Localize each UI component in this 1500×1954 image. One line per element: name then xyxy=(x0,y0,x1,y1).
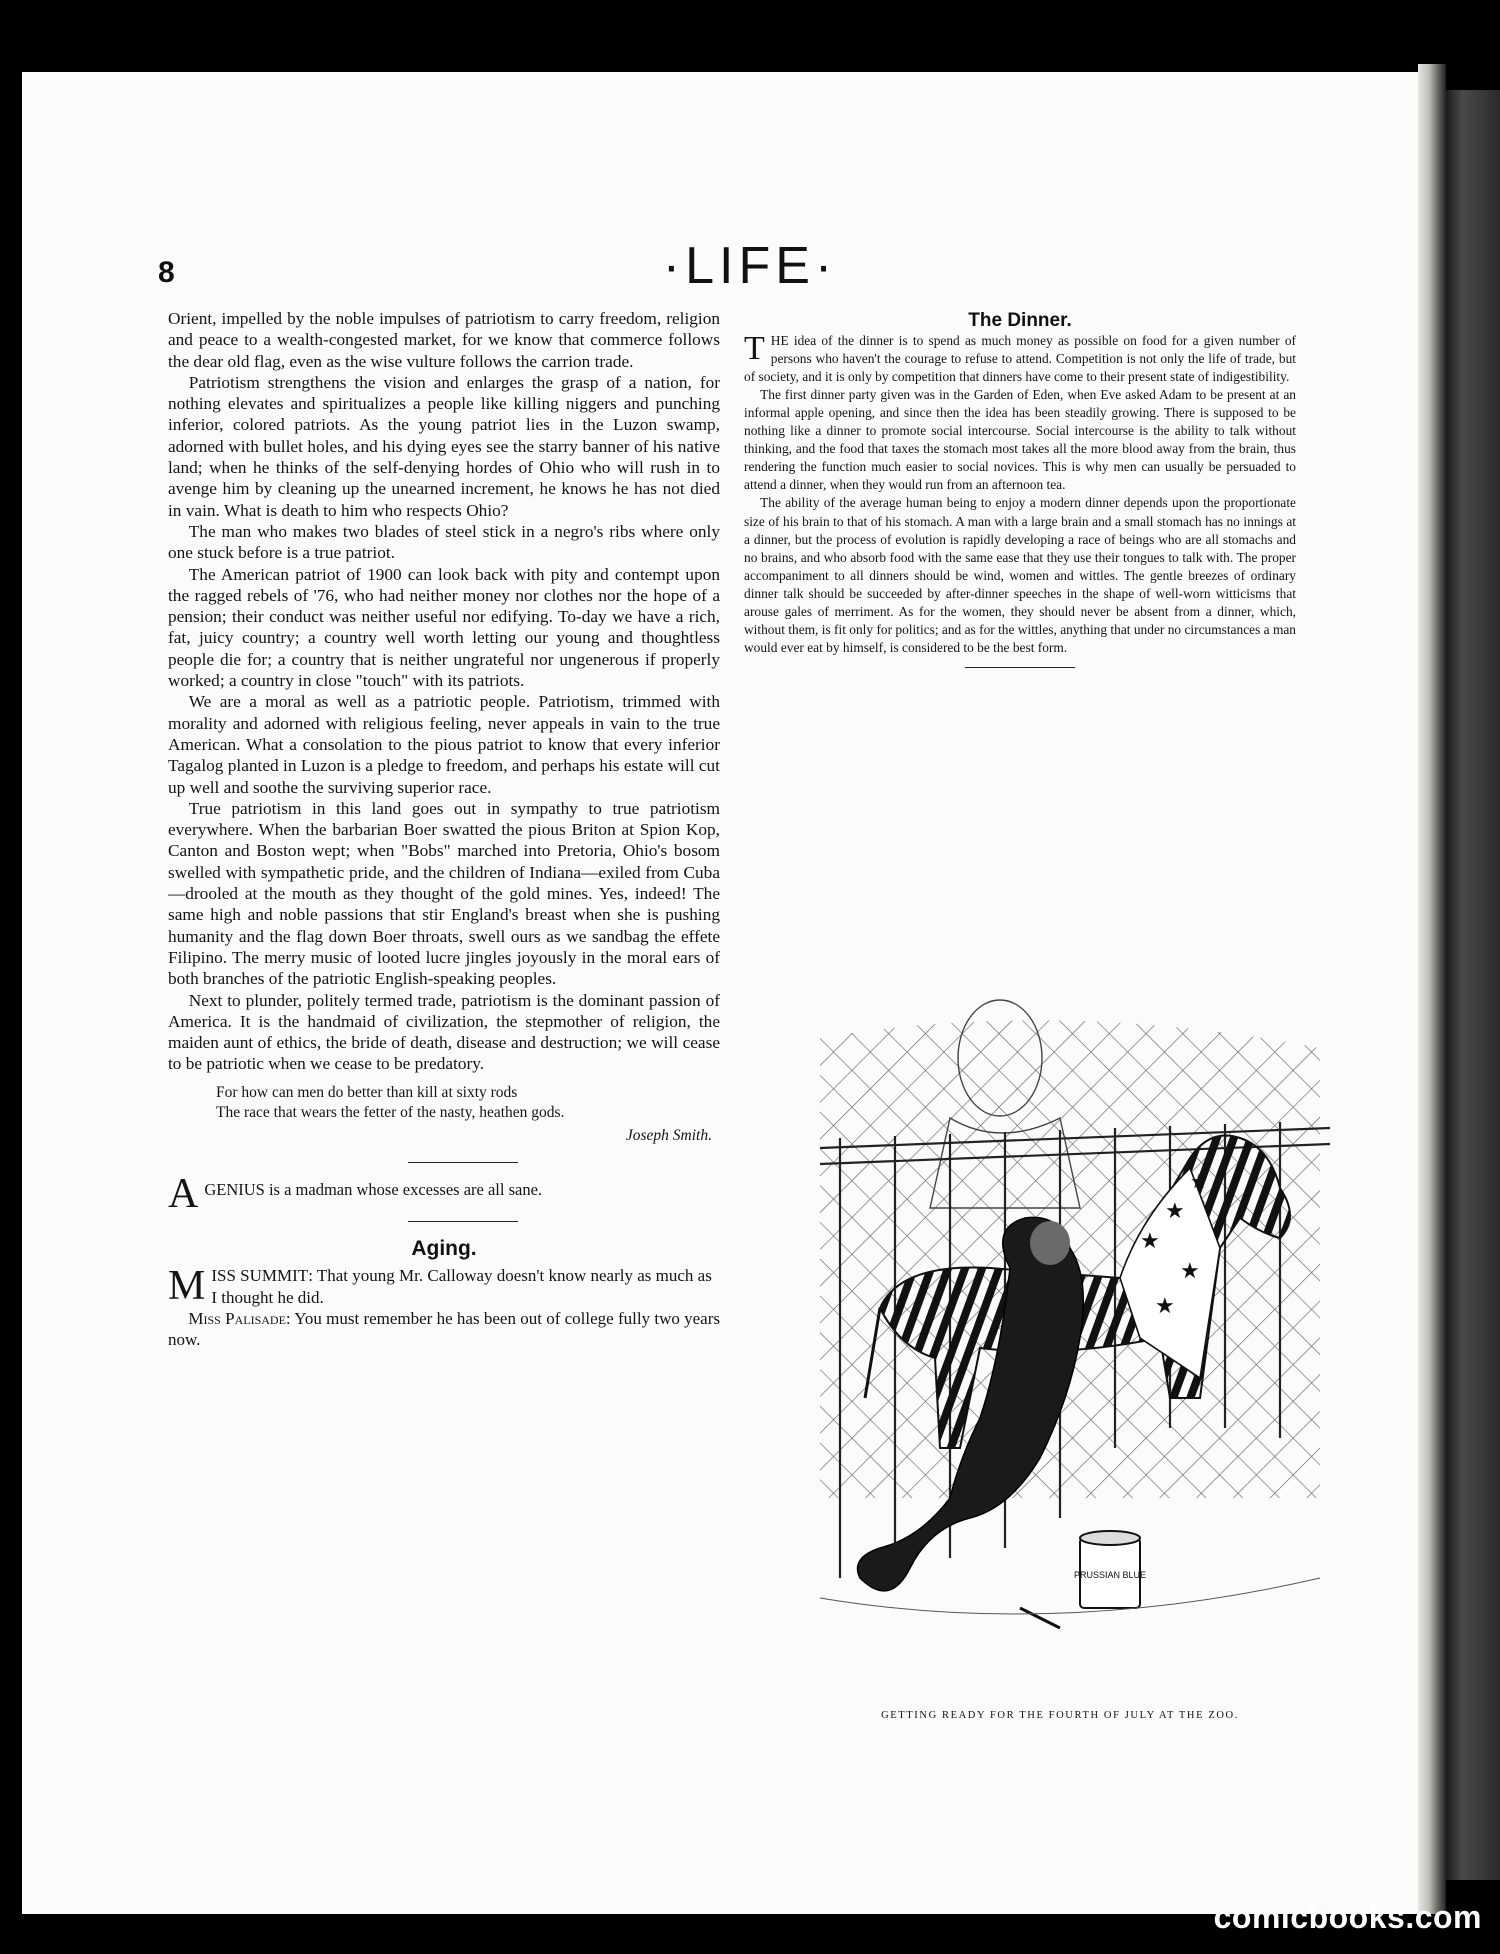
verse-line: For how can men do better than kill at sixty rods xyxy=(216,1083,518,1101)
first-paragraph-text: HE idea of the dinner is to spend as much money as possible on food for a given number of persons who haven't the courage to refuse to attend. Competition is not only the life of trade, but of society, and it is only by competition that dinners have come to their present state of indigestibility. xyxy=(744,333,1296,385)
article-paragraph: The first dinner party given was in the Garden of Eden, when Eve asked Adam to be present at an informal apple opening, and since then the idea has been steadily growing. There is supposed to be nothing like a dinner to promote social intercourse. Social intercourse is the ability to talk without thinking, and the food that taxes the stomach most takes all the more blood away from the brain, thus rendering the function much easier to social novices. This is why men can usually be persuaded to attend a dinner, when they would run from an afternoon tea. xyxy=(744,387,1296,493)
article-paragraph: Next to plunder, politely termed trade, patriotism is the dominant passion of America. It is the handmaid of civilization, the stepmother of religion, the maiden aunt of ethics, the bride of death, disease and destruction; we will cease to be patriotic when we cease to be predatory. xyxy=(168,990,720,1074)
paint-brush xyxy=(1020,1608,1060,1628)
aging-title: Aging. xyxy=(411,1236,477,1260)
verse-line: The race that wears the fetter of the nasty, heathen gods. xyxy=(216,1103,565,1121)
article-paragraph: The American patriot of 1900 can look back with pity and contempt upon the ragged rebels of '76, who had neither money nor clothes nor the hope of a pension; their conduct was neither useful nor edifying. To-day we have a rich, fat, juicy country; a country well worth letting our young and thoughtless people die for; a country that is neither ungrateful nor ungenerous if properly worked; a country in close "touch" with its patriots. xyxy=(168,564,720,691)
page-number: 8 xyxy=(158,256,175,289)
article-paragraph: True patriotism in this land goes out in sympathy to true patriotism everywhere. When the barbarian Boer swatted the pious Briton at Spion Kop, Canton and Boston wept; when "Bobs" marched into Pretoria, Ohio's bosom swelled with sympathetic pride, and the children of Indiana—exiled from Cuba—drooled at the mouth as they thought of the gold mines. Yes, indeed! The same high and noble passions that stir England's breast when she is pushing humanity and the flag down Boer throats, swell ours as we sandbag the effete Filipino. The merry music of looted lucre jingles joyously in the moral ears of both branches of the patriotic English-speaking peoples. xyxy=(168,798,720,989)
svg-text:★: ★ xyxy=(1180,1258,1200,1283)
svg-text:★: ★ xyxy=(1190,1171,1208,1193)
masthead: ·LIFE· xyxy=(662,237,838,295)
dropcap: T xyxy=(744,332,765,368)
article-paragraph: Orient, impelled by the noble impulses of patriotism to carry freedom, religion and peace to a wealth-congested market, for we know that commerce follows the dear old flag, even as the wise vulture follows the carrion trade. xyxy=(168,309,720,371)
dialogue-text: : That young Mr. Calloway doesn't know nearly as much as I thought he did. xyxy=(211,1266,712,1307)
illustration-caption: GETTING READY FOR THE FOURTH OF JULY AT THE ZOO. xyxy=(881,1710,1239,1721)
signature: Joseph Smith. xyxy=(625,1126,712,1144)
speaker-name: Miss Palisade xyxy=(188,1308,286,1328)
divider xyxy=(965,667,1075,668)
right-column xyxy=(744,310,1296,668)
speaker-name: ISS SUMMIT xyxy=(211,1266,309,1286)
watermark: comicbooks.com xyxy=(1213,1899,1482,1935)
facing-page-edge xyxy=(1446,90,1500,1880)
genius-item xyxy=(168,1173,720,1211)
svg-text:★: ★ xyxy=(1155,1293,1175,1318)
verse xyxy=(216,1083,720,1123)
aging-dialogue xyxy=(168,1265,720,1308)
divider xyxy=(408,1162,518,1163)
article-paragraph: Patriotism strengthens the vision and enlarges the grasp of a nation, for nothing elevates and spiritualizes a people like killing niggers and punching inferior, colored patriots. As the young patriot lies in the Luzon swamp, adorned with bullet holes, and his dying eyes see the starry banner of his native land; when he thinks of the self-denying hordes of Ohio who will rush in to avenge him by cleaning up the unearned increment, he knows he has not died in vain. What is death to him who respects Ohio? xyxy=(168,372,720,520)
book-spine xyxy=(1418,64,1446,1914)
dinner-title: The Dinner. xyxy=(968,310,1072,331)
article-paragraph: The man who makes two blades of steel stick in a negro's ribs where only one stuck before is a true patriot. xyxy=(168,521,720,563)
svg-text:★: ★ xyxy=(1165,1198,1185,1223)
dropcap: A xyxy=(168,1172,199,1211)
dropcap: M xyxy=(168,1265,206,1308)
dialogue-line xyxy=(168,1308,720,1351)
paint-can-label: PRUSSIAN BLUE xyxy=(1073,1570,1147,1580)
dialogue-text: : You must remember he has been out of college fully two years now. xyxy=(168,1308,720,1350)
svg-text:★: ★ xyxy=(1140,1228,1160,1253)
article-paragraph: The ability of the average human being to enjoy a modern dinner depends upon the proportionate size of his brain to that of his stomach. A man with a large brain and a small stomach has no innings at a dinner, but the process of evolution is rapidly developing a race of beings who are all stomachs and no brains, and who absorb food with the same ease that they use their tongues to talk with. The proper accompaniment to all dinners should be wind, women and wittles. The gentle breezes of ordinary dinner talk should be succeeded by after-dinner speeches in the shape of well-worn witticisms that arouse gales of merriment. As for the women, they should never be absent from a dinner, which, without them, is fit only for politics; and as for the wittles, anything that under no circumstances a man would ever eat by himself, is considered to be the best form. xyxy=(744,495,1296,655)
genius-text: GENIUS is a madman whose excesses are all sane. xyxy=(204,1179,543,1199)
article-paragraph xyxy=(744,332,1296,386)
left-column xyxy=(168,308,720,1350)
zoo-illustration xyxy=(760,978,1360,1708)
article-paragraph: We are a moral as well as a patriotic people. Patriotism, trimmed with morality and adorned with religious feeling, never appeals in vain to the true American. What a consolation to the pious patriot to know that every inferior Tagalog planted in Luzon is a pledge to freedom, and perhaps his estate will cut up well and soothe the surviving superior race. xyxy=(168,692,720,797)
divider xyxy=(408,1221,518,1222)
